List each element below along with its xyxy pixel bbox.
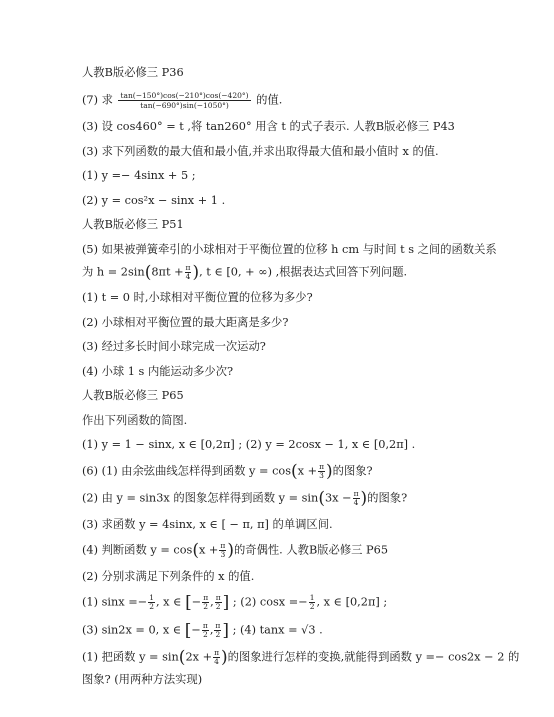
formula-inner: x + <box>198 543 219 557</box>
sketch-functions <box>82 438 522 452</box>
problem-1-line2 <box>82 673 522 687</box>
fraction-numerator: 1 <box>309 593 315 602</box>
minus-sign: − <box>191 623 201 636</box>
fraction <box>214 622 221 639</box>
fraction <box>318 463 325 480</box>
formula-inner: 8πt + <box>151 265 184 278</box>
fraction-numerator: 1 <box>149 593 154 602</box>
problem-5-q1 <box>82 291 522 305</box>
problem-2 <box>82 570 522 584</box>
fraction <box>118 91 250 110</box>
fraction-denominator: tan(−690°)sin(−1050°) <box>140 100 229 110</box>
formula-suffix: 的图象进行怎样的变换,就能得到函数 y =− cos2x − 2 的 <box>227 650 520 664</box>
problem-3b-text: (3) 求下列函数的最大值和最小值,并求出取得最大值和最小值时 x 的值. <box>82 144 439 158</box>
formula-suffix: 的奇偶性. 人教B版必修三 P65 <box>233 543 389 557</box>
comma: , <box>209 623 214 636</box>
fraction <box>219 542 226 559</box>
instruction-text: 作出下列函数的简图. <box>82 413 188 427</box>
question-text: (2) 小球相对平衡位置的最大距离是多少? <box>82 315 289 329</box>
fraction <box>185 264 192 281</box>
problem-2-line1 <box>82 594 522 611</box>
fraction <box>148 594 155 611</box>
eq-text: (1) sinx =− <box>82 595 148 609</box>
question-text: (4) 小球 1 s 内能运动多少次? <box>82 364 234 378</box>
problem-2-text: (2) 分别求满足下列条件的 x 的值. <box>82 569 255 583</box>
sketch-instruction <box>82 414 522 428</box>
paren-open: ( <box>291 461 298 481</box>
problem-7-prefix: (7) 求 <box>82 93 113 106</box>
eq-text: ; (4) tanx = √3 . <box>232 623 323 636</box>
problem-3b-part2 <box>82 194 522 208</box>
fraction-numerator: π <box>353 489 359 498</box>
heading-text: 人教B版必修三 P36 <box>82 66 184 79</box>
heading-text: 人教B版必修三 P51 <box>82 218 184 231</box>
problem-3a <box>82 120 522 134</box>
fraction-numerator: π <box>185 262 191 272</box>
paren-close: ) <box>360 488 368 509</box>
fraction <box>309 594 316 611</box>
fraction <box>215 594 222 611</box>
problem-6-part2 <box>82 490 522 507</box>
fraction-denominator: 2 <box>203 602 209 611</box>
problem-6-part1 <box>82 463 522 480</box>
formula-suffix: 的图象? <box>367 491 408 505</box>
formula-prefix: (4) 判断函数 y = cos <box>82 543 193 557</box>
fraction-numerator: π <box>215 620 221 630</box>
fraction-denominator: 2 <box>309 602 315 611</box>
comma: , <box>210 595 214 609</box>
fraction-denominator: 2 <box>215 602 221 611</box>
part-text: (1) y =− 4sinx + 5 ; <box>82 169 196 182</box>
formula-prefix: (1) 把函数 y = sin <box>82 650 179 664</box>
fraction-denominator: 4 <box>185 271 191 281</box>
paren-close: ) <box>326 461 333 481</box>
paren-open: ( <box>318 488 325 509</box>
problem-5-line2 <box>82 264 522 281</box>
textbook-reference-p36 <box>82 66 522 80</box>
problem-3b-part1 <box>82 169 522 183</box>
fraction-denominator: 2 <box>149 602 154 611</box>
textbook-reference-p51 <box>82 218 522 232</box>
textbook-reference-p65 <box>82 389 522 403</box>
question-text: (3) 求函数 y = 4sinx, x ∈ [ − π, π] 的单调区间. <box>82 517 333 531</box>
fraction-denominator: 3 <box>319 470 324 480</box>
functions-text: (1) y = 1 − sinx, x ∈ [0,2π] ; (2) y = 2cosx − 1, x ∈ [0,2π] . <box>82 438 416 451</box>
formula-inner: 3x − <box>324 491 352 505</box>
problem-7 <box>82 91 522 110</box>
problem-5-text: (5) 如果被弹簧牵引的小球相对于平衡位置的位移 h cm 与时间 t s 之间的函数关系 <box>82 242 497 256</box>
formula-prefix: (6) (1) 由余弦曲线怎样得到函数 y = cos <box>82 464 291 477</box>
formula-inner: x + <box>297 464 318 477</box>
fraction <box>213 649 220 666</box>
fraction-numerator: π <box>319 461 325 471</box>
question-text: (3) 经过多长时间小球完成一次运动? <box>82 340 266 353</box>
formula-inner: 2x + <box>185 650 213 664</box>
problem-3b <box>82 145 522 159</box>
problem-5-q4 <box>82 365 522 379</box>
problem-7-suffix: 的值. <box>256 93 283 106</box>
problem-5-q3 <box>82 340 522 354</box>
formula-prefix: 为 h = 2sin <box>82 265 145 278</box>
question-text: (1) t = 0 时,小球相对平衡位置的位移为多少? <box>82 291 313 304</box>
fraction-numerator: π <box>203 593 209 602</box>
fraction <box>202 622 209 639</box>
paren-open: ( <box>192 540 199 561</box>
document-page <box>82 66 522 698</box>
fraction-denominator: 4 <box>353 498 359 507</box>
part-text: (2) y = cos²x − sinx + 1 . <box>82 193 226 207</box>
fraction <box>353 490 360 507</box>
paren-open: ( <box>144 262 152 282</box>
fraction-numerator: tan(−150°)cos(−210°)cos(−420°) <box>120 90 249 100</box>
problem-1-line1 <box>82 649 522 666</box>
paren-open: ( <box>178 647 186 668</box>
formula-prefix: (2) 由 y = sin3x 的图象怎样得到函数 y = sin <box>82 491 319 505</box>
fraction-numerator: π <box>215 593 221 602</box>
paren-close: ) <box>221 647 228 668</box>
fraction-denominator: 2 <box>202 629 208 639</box>
eq-text: , x ∈ [0,2π] ; <box>316 595 388 609</box>
problem-3a-text: (3) 设 cos460° = t ,将 tan260° 用含 t 的式子表示. 人教B版必修三 P43 <box>82 120 455 133</box>
problem-5-q2 <box>82 316 522 330</box>
bracket-open: [ <box>185 592 192 613</box>
fraction-numerator: π <box>202 620 208 630</box>
fraction-denominator: 4 <box>214 657 219 666</box>
bracket-close: ] <box>222 592 230 613</box>
problem-6-part3 <box>82 518 522 532</box>
formula-suffix: , t ∈ [0, + ∞) ,根据表达式回答下列问题. <box>199 265 408 278</box>
eq-text: , x ∈ <box>155 595 182 609</box>
fraction-denominator: 3 <box>220 550 226 559</box>
paren-close: ) <box>192 262 200 282</box>
eq-text: (3) sin2x = 0, x ∈ <box>82 623 182 636</box>
fraction-numerator: π <box>214 648 219 657</box>
bracket-close: ] <box>222 620 229 640</box>
bracket-open: [ <box>184 620 192 640</box>
paren-close: ) <box>227 540 234 561</box>
problem-6-part4 <box>82 542 522 559</box>
fraction-numerator: π <box>220 541 226 550</box>
formula-suffix: 的图象? <box>332 464 373 477</box>
fraction <box>202 594 209 611</box>
problem-5-line1 <box>82 243 522 257</box>
problem-2-line2 <box>82 622 522 639</box>
eq-text: ; (2) cosx =− <box>232 595 308 609</box>
heading-text: 人教B版必修三 P65 <box>82 389 184 402</box>
fraction-denominator: 2 <box>215 629 221 639</box>
minus-sign: − <box>191 595 202 609</box>
problem-1-text: 图象? (用两种方法实现) <box>82 673 203 686</box>
